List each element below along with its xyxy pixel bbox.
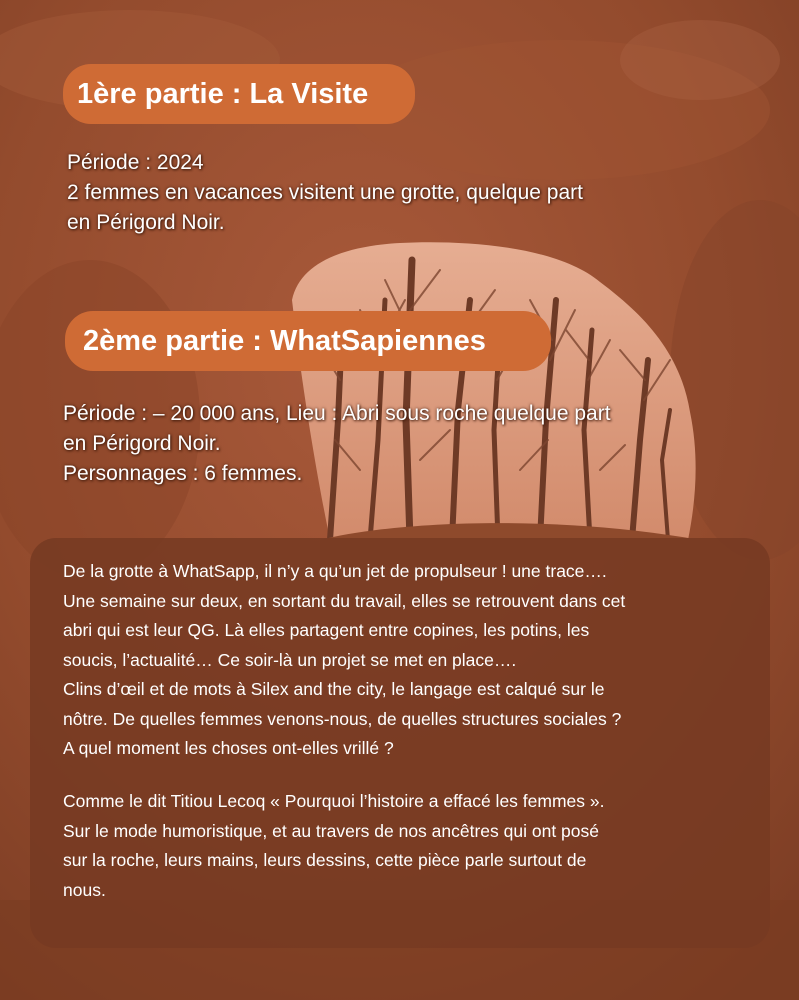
description-line: Clins d’œil et de mots à Silex and the city, le langage est calqué sur le (63, 679, 605, 699)
description-paragraph-1 (63, 557, 625, 764)
description-line: nous. (63, 879, 106, 900)
description-line: abri qui est leur QG. Là elles partagent entre copines, les potins, les (63, 620, 590, 640)
part-2-details (63, 399, 611, 489)
description-line: Sur le mode humoristique, et au travers de nos ancêtres qui ont posé (63, 820, 599, 841)
part-2-line: Personnages : 6 femmes. (63, 462, 303, 485)
part-1-heading-text: 1ère partie : La Visite (77, 77, 369, 110)
description-line: A quel moment les choses ont-elles vrillé ? (63, 738, 394, 758)
part-2-line: en Périgord Noir. (63, 432, 221, 455)
description-line: Une semaine sur deux, en sortant du travail, elles se retrouvent dans cet (63, 590, 626, 611)
description-line: De la grotte à WhatSapp, il n’y a qu’un jet de propulseur ! une trace…. (63, 561, 607, 581)
part-2-line: Période : – 20 000 ans, Lieu : Abri sous roche quelque part (63, 402, 611, 425)
section-heading-part-2 (65, 311, 551, 371)
description-line: nôtre. De quelles femmes venons-nous, de quelles structures sociales ? (63, 708, 622, 729)
part-1-line: 2 femmes en vacances visitent une grotte, quelque part (67, 181, 583, 204)
part-1-line: en Périgord Noir. (67, 211, 225, 234)
part-1-details (67, 148, 583, 238)
part-1-line: Période : 2024 (67, 151, 204, 174)
description-line: Comme le dit Titiou Lecoq « Pourquoi l’histoire a effacé les femmes ». (63, 791, 605, 811)
part-2-heading-text: 2ème partie : WhatSapiennes (83, 324, 486, 357)
description-line: soucis, l’actualité… Ce soir-là un projet se met en place…. (63, 649, 517, 670)
section-heading-part-1 (63, 64, 415, 124)
description-paragraph-2 (63, 787, 604, 905)
description-line: sur la roche, leurs mains, leurs dessins, cette pièce parle surtout de (63, 850, 587, 870)
